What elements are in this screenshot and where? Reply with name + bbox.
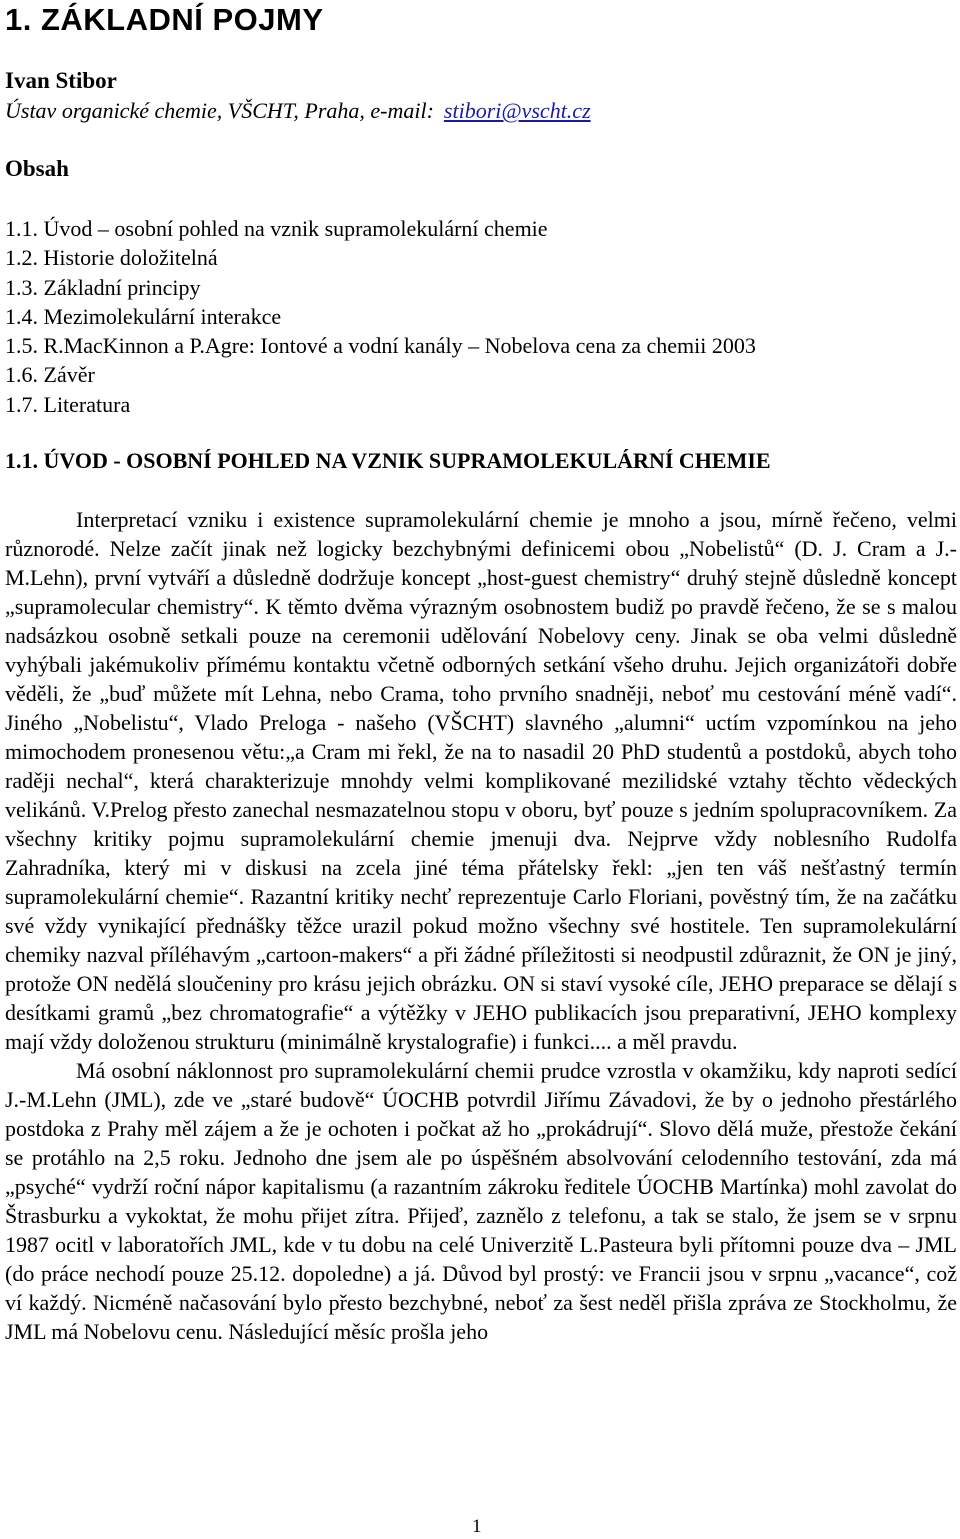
toc-item: 1.2. Historie doložitelná [5, 245, 218, 271]
toc-item: 1.7. Literatura [5, 391, 131, 417]
paragraph: Má osobní náklonnost pro supramolekulární chemii prudce vzrostla v okamžiku, kdy naproti sedící J.-M.Lehn (JML), zde ve „staré budově“ ÚOCHB potvrdil Jiřímu Závadovi, že by o jednoho přestárlého postdoka z Prahy měl zájem a že je ochoten i počkat až ho „prokádrují“. Slovo dělá muže, přestože čekání se protáhlo na 2,5 roku. Jednoho dne jsem ale po úspěšném absolvování celodenního testování, zda má „psyché“ vydrží roční nápor kapitalismu (a razantním zákroku ředitele ÚOCHB Martínka) mohl zavolat do Štrasburku a vykoktat, že mohu přijet zítra. Přijeď, zaznělo z telefonu, a tak se stalo, že jsem se v srpnu 1987 ocitl v laboratořích JML, kde v tu dobu na celé Univerzitě L.Pasteura byli přítomni pouze dva – JML (do práce nechodí pouze 25.12. dopoledne) a já. Důvod byl prostý: ve Francii jsou v srpnu „vacance“, což ví každý. Nicméně načasování bylo přesto bezchybné, neboť za šest neděl přišla zpráva ze Stockholmu, že JML má Nobelovu cenu. Následující měsíc prošla jeho [5, 1058, 957, 1344]
toc-item: 1.1. Úvod – osobní pohled na vznik supramolekulární chemie [5, 216, 548, 241]
email-link[interactable]: stibori@vscht.cz [443, 98, 591, 123]
toc-item: 1.4. Mezimolekulární interakce [5, 303, 282, 329]
author-affiliation [5, 98, 591, 124]
author-name: Ivan Stibor [5, 68, 117, 93]
paragraph: Interpretací vzniku i existence supramolekulární chemie je mnoho a jsou, mírně řečeno, velmi různorodé. Nelze začít jinak než logicky bezchybnými definicemi obou „Nobelistů“ (D. J. Cram a J.-M.Lehn), první vytváří a důsledně dodržuje koncept „host-guest chemistry“ druhý stejně důsledně koncept „supramolecular chemistry“. K těmto dvěma výrazným osobnostem budiž po pravdě řečeno, že se s malou nadsázkou osobně setkali pouze na ceremonii udělování Nobelovy ceny. Jinak se oba velmi důsledně vyhýbali jakémukoliv přímému kontaktu včetně odborných setkání všeho druhu. Jejich organizátoři dobře věděli, že „buď můžete mít Lehna, nebo Crama, toho prvního snadněji, neboť mu cestování méně vadí“. Jiného „Nobelistu“, Vlado Preloga - našeho (VŠCHT) slavného „alumni“ uctím vzpomínkou na jeho mimochodem pronesenou větu:„a Cram mi řekl, že na to nasadil 20 PhD studentů a postdoků, abych toho raději nechal“, která charakterizuje mnohdy velmi komplikované mezilidské vztahy těchto vědeckých velikánů. V.Prelog přesto zanechal nesmazatelnou stopu v oboru, byť pouze s jedním spolupracovníkem. Za všechny kritiky pojmu supramolekulární chemie jmenuji dva. Nejprve vždy noblesního Rudolfa Zahradníka, který mi v diskusi na zcela jiné téma přátelsky řekl: „jen ten váš nešťastný termín supramolekulární chemie“. Razantní kritiky nechť reprezentuje Carlo Floriani, pověstný tím, že na začátku své vždy vynikající přednášky těžce urazil pokud možno všechny své hostitele. Ten supramolekulární chemiky nazval příléhavým „cartoon-makers“ a při žádné příležitosti si neodpustil zdůraznit, že ON je jiný, protože ON nedělá sloučeniny pro krásu jejich obrázku. ON si staví vysoké cíle, JEHO preparace se dělají s desítkami gramů „bez chromatografie“ a výtěžky v JEHO publikacích jsou preparativní, JEHO komplexy mají vždy doloženou strukturu (minimálně krystalografie) i funkci.... a měl pravdu. [5, 507, 957, 1054]
toc-item: 1.6. Závěr [5, 362, 95, 388]
affiliation-text: Ústav organické chemie, VŠCHT, Praha, e-mail: [5, 98, 434, 123]
section-heading: 1.1. ÚVOD - OSOBNÍ POHLED NA VZNIK SUPRAMOLEKULÁRNÍ CHEMIE [5, 448, 771, 473]
page-number: 1 [472, 1516, 482, 1537]
toc-item: 1.5. R.MacKinnon a P.Agre: Iontové a vodní kanály – Nobelova cena za chemii 2003 [5, 333, 756, 359]
table-of-contents [5, 214, 756, 419]
toc-title: Obsah [5, 156, 69, 181]
section-body [5, 505, 957, 1346]
toc-item: 1.3. Základní principy [5, 274, 201, 300]
chapter-title: 1. ZÁKLADNÍ POJMY [5, 2, 324, 37]
